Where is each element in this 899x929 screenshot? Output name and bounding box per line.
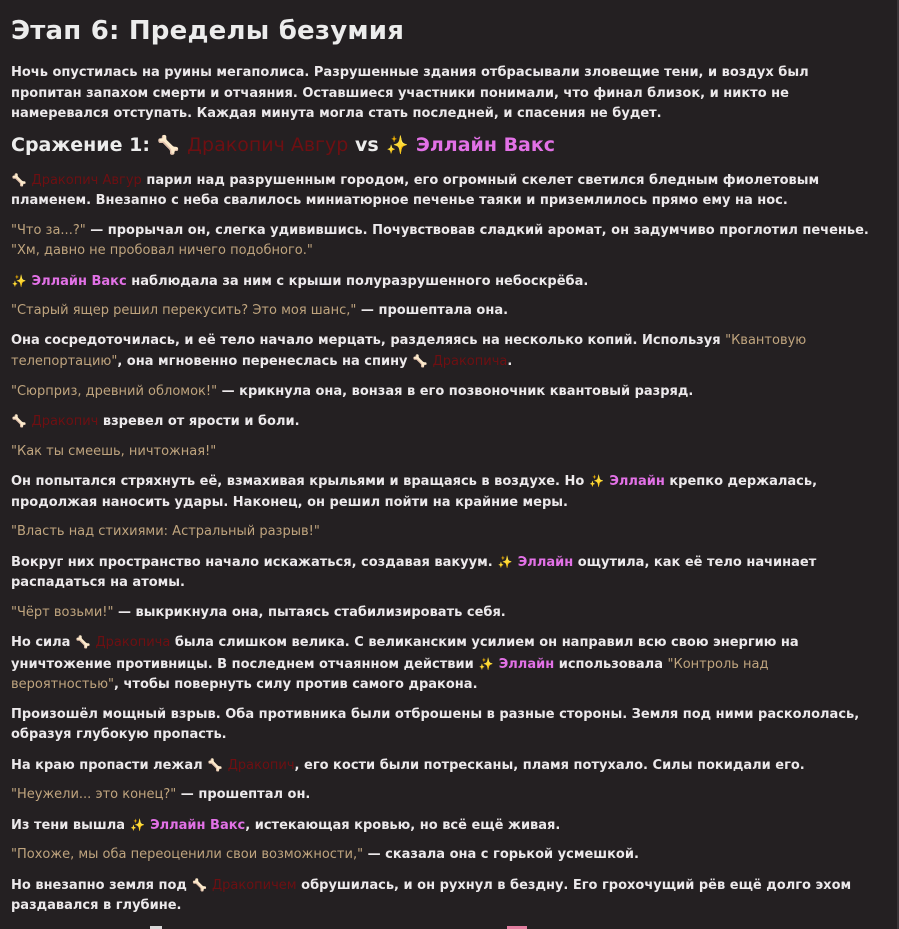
dracolich-name: Дракопичем [211,877,297,893]
paragraph-text: наблюдала за ним с крыши полуразрушенного небоскрёба. [126,273,589,289]
paragraph-text: Она сосредоточилась, и её тело начало мерцать, разделяясь на несколько копий. Используя [11,332,726,348]
quote: "Как ты смеешь, ничтожная!" [11,443,217,459]
paragraph-5 [11,331,873,373]
ellain-name: Эллайн Вакс [31,273,127,289]
quote: "Неужели... это конец?" [11,787,177,802]
paragraph-9 [11,471,873,513]
paragraph-2 [11,221,873,262]
intro-paragraph: Ночь опустилась на руины мегаполиса. Разрушенные здания отбрасывали зловещие тени, и воздух был пропитан запахом смерти и отчаяния. Оставшиеся участники понимали, что финал близок, и никто не намеревался отступать. Каждая минута могла стать последней, и спасения не будет. [11,65,809,121]
dracolich-name: Дракопича [95,635,171,650]
paragraph-15 [11,755,873,777]
sparkles-icon: ✨ [497,554,513,569]
bone-icon: 🦴 [157,134,180,156]
paragraph-17 [11,815,873,837]
paragraph-3 [11,271,873,293]
paragraph-text: — прошептал он. [176,787,311,802]
bone-icon: 🦴 [207,757,223,772]
paragraph-13 [11,632,873,696]
paragraph-6 [11,382,873,403]
quote: "Контроль над вероятностью" [11,656,769,692]
sparkles-icon: ✨ [386,134,409,156]
sparkles-icon: ✨ [130,817,146,832]
vs-label: vs [354,133,379,156]
bone-icon: 🦴 [412,354,428,368]
paragraph-text: — крикнула она, вонзая в его позвоночник квантовый разряд. [217,383,694,399]
paragraph-18 [11,845,873,866]
paragraph-4 [11,301,873,322]
dracolich-name: Дракопича [432,354,508,369]
paragraph-10 [11,522,873,543]
quote: "Хм, давно не пробовал ничего подобного." [11,243,313,258]
paragraph-text: Но сила [11,635,75,650]
paragraph-text: — выкрикнула она, пытаясь стабилизировать себя. [113,604,506,620]
paragraph-text: — сказала она с горькой усмешкой. [363,847,639,862]
ellain-name: Эллайн [609,474,665,489]
paragraph-1 [11,170,873,212]
ellain-name: Эллайн Вакс [150,817,246,833]
ellain-name: Эллайн [498,656,555,672]
dracolich-name: Дракопич [31,414,99,429]
dracolich-name: Дракопич Авгур [31,172,142,188]
quote: "Похоже, мы оба переоценили свои возможности," [11,847,364,862]
paragraph-text: парил над разрушенным городом, его огромный скелет светился бледным фиолетовым пламенем. Внезапно с неба свалилось миниатюрное печенье таяки и приземлилось прямо ему на нос. [11,172,820,208]
story-content [11,12,873,926]
paragraph-text: ощутила, как её тело начинает распадаться на атомы. [11,554,817,590]
paragraph-7 [11,411,873,433]
fighter-ellain: Эллайн Вакс [415,133,556,156]
quote: "Старый ящер решил перекусить? Это моя шанс," [11,303,357,318]
paragraph-text: Но внезапно земля под [11,877,192,893]
paragraph-11 [11,552,873,594]
paragraph-19 [11,875,873,917]
battle-heading [11,131,873,160]
paragraph-text: была слишком велика. С великанским усилием он направил всю свою энергию на уничтожение противницы. В последнем отчаянном действии [11,635,799,672]
paragraph-text: . [507,354,513,369]
paragraph-text: На краю пропасти лежал [11,757,208,773]
paragraph-text: — прорычал он, слегка удивившись. Почувствовав сладкий аромат, он задумчиво проглотил печенье. [85,222,869,238]
page-title: Этап 6: Пределы безумия [11,16,405,46]
paragraph-text: Вокруг них пространство начало искажаться, создавая вакуум. [11,554,498,570]
paragraph-text: крепко держалась, продолжая наносить удары. Наконец, он решил пойти на крайние меры. [11,474,818,510]
paragraph-text: , его кости были потресканы, пламя потухало. Силы покидали его. [294,757,805,773]
sparkles-icon: ✨ [478,656,494,671]
dracolich-name: Дракопич [227,757,295,773]
quote: "Квантовую телепортацию" [11,332,807,369]
bone-icon: 🦴 [75,635,91,649]
paragraph-8 [11,442,873,463]
quote: "Сюрприз, древний обломок!" [11,383,218,399]
paragraph-text: Он попытался стряхнуть её, взмахивая крыльями и вращаясь в воздухе. Но [11,474,589,489]
paragraph-text: — прошептала она. [356,303,509,318]
sparkles-icon: ✨ [589,474,605,488]
fighter-dracolich: Дракопич Авгур [187,133,349,156]
quote: "Власть над стихиями: Астральный разрыв!" [11,524,320,539]
paragraph-text: , она мгновенно перенеслась на спину [117,354,413,369]
paragraph-text: , истекающая кровью, но всё ещё живая. [245,817,561,833]
quote: "Что за...?" [11,222,86,238]
paragraph-text: обрушилась, и он рухнул в бездну. Его грохочущий рёв ещё долго эхом раздавался в глубине. [11,877,852,913]
sparkles-icon: ✨ [11,273,27,288]
bone-icon: 🦴 [191,877,207,892]
quote: "Чёрт возьми!" [11,604,114,620]
paragraph-text: , чтобы повернуть силу против самого дракона. [114,677,478,692]
paragraph-text: Из тени вышла [11,817,130,833]
ellain-name: Эллайн [517,554,574,570]
paragraph-12 [11,603,873,624]
paragraph-text: взревел от ярости и боли. [98,414,300,429]
battle-prefix: Сражение 1: [11,133,150,156]
bone-icon: 🦴 [11,172,27,187]
paragraph-text: использовала [554,656,668,672]
paragraph-14: Произошёл мощный взрыв. Оба противника были отброшены в разные стороны. Земля под ними раскололась, образуя глубокую пропасть. [11,706,860,742]
paragraph-16 [11,785,873,806]
bone-icon: 🦴 [11,414,27,428]
